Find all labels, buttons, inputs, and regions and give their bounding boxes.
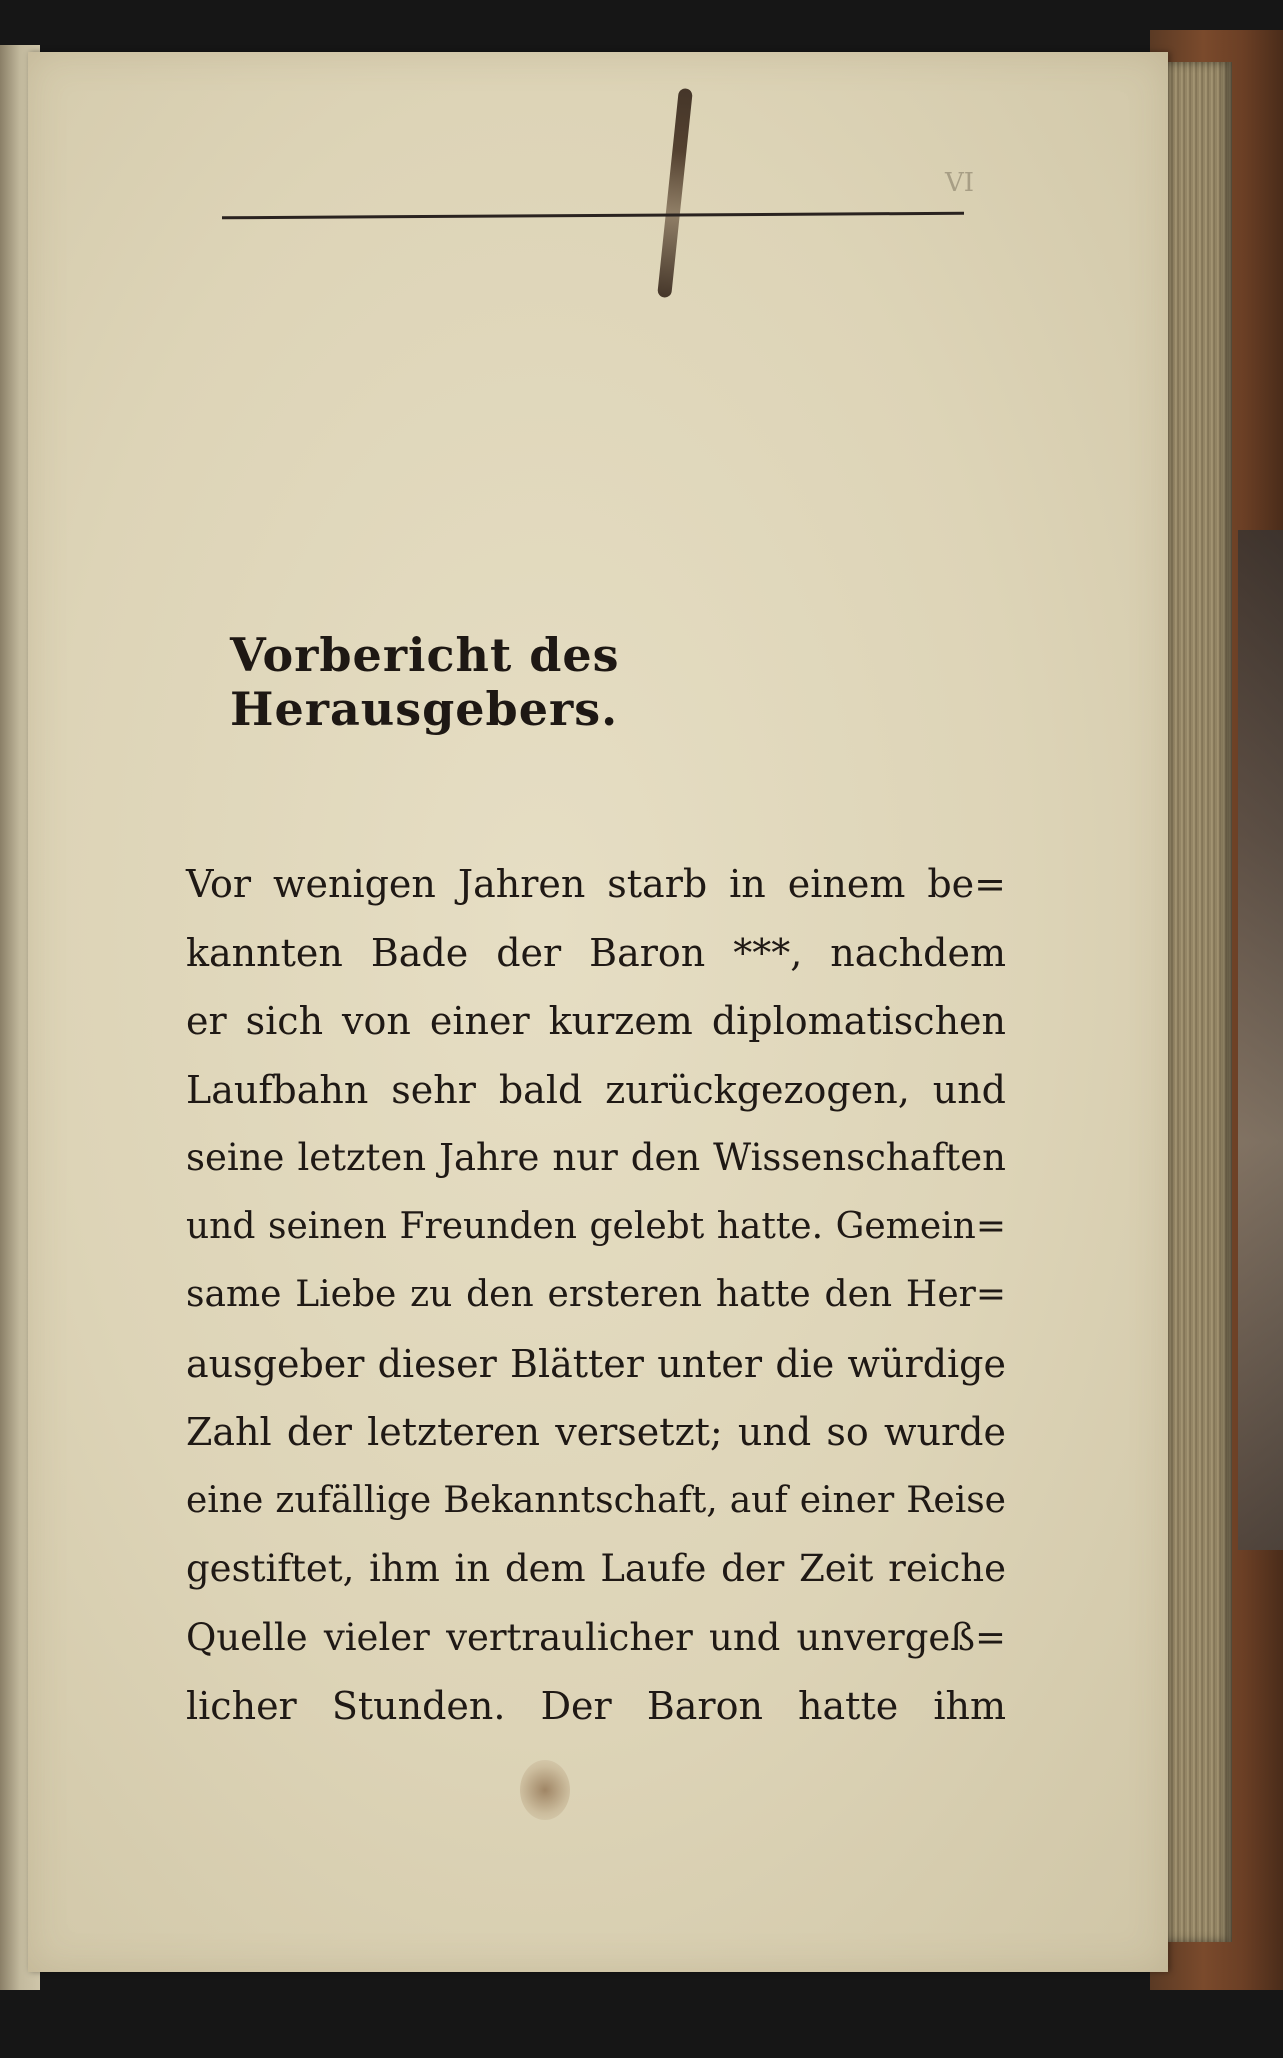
text-line: Vor wenigen Jahren starb in einem be= (186, 862, 1006, 906)
body-text (186, 850, 1006, 1741)
text-line: gestiftet, ihm in dem Laufe der Zeit reiche (186, 1547, 1006, 1590)
text-line: Quelle vieler vertraulicher und unvergeß= (186, 1615, 1006, 1659)
text-line: Laufbahn sehr bald zurückgezogen, und (186, 1067, 1006, 1112)
text-line: Zahl der letzteren versetzt; und so wurde (186, 1410, 1006, 1454)
text-line: licher Stunden. Der Baron hatte ihm (186, 1684, 1006, 1728)
text-line: seine letzten Jahre nur den Wissenschaften (186, 1136, 1006, 1179)
cover-wear (1238, 530, 1283, 1550)
text-line: kannten Bade der Baron ***, nachdem (186, 930, 1006, 975)
text-line: ausgeber dieser Blätter unter die würdige (186, 1341, 1006, 1386)
text-line: same Liebe zu den ersteren hatte den Her= (186, 1274, 1006, 1315)
text-line: eine zufällige Bekanntschaft, auf einer Reise (186, 1479, 1006, 1521)
section-heading: Vorbericht des Herausgebers. (230, 628, 620, 736)
foxing-stain (520, 1760, 570, 1820)
page-number: VI (945, 168, 975, 198)
text-line: und seinen Freunden gelebt hatte. Gemein= (186, 1205, 1006, 1247)
text-line: er sich von einer kurzem diplomatischen (186, 999, 1006, 1043)
